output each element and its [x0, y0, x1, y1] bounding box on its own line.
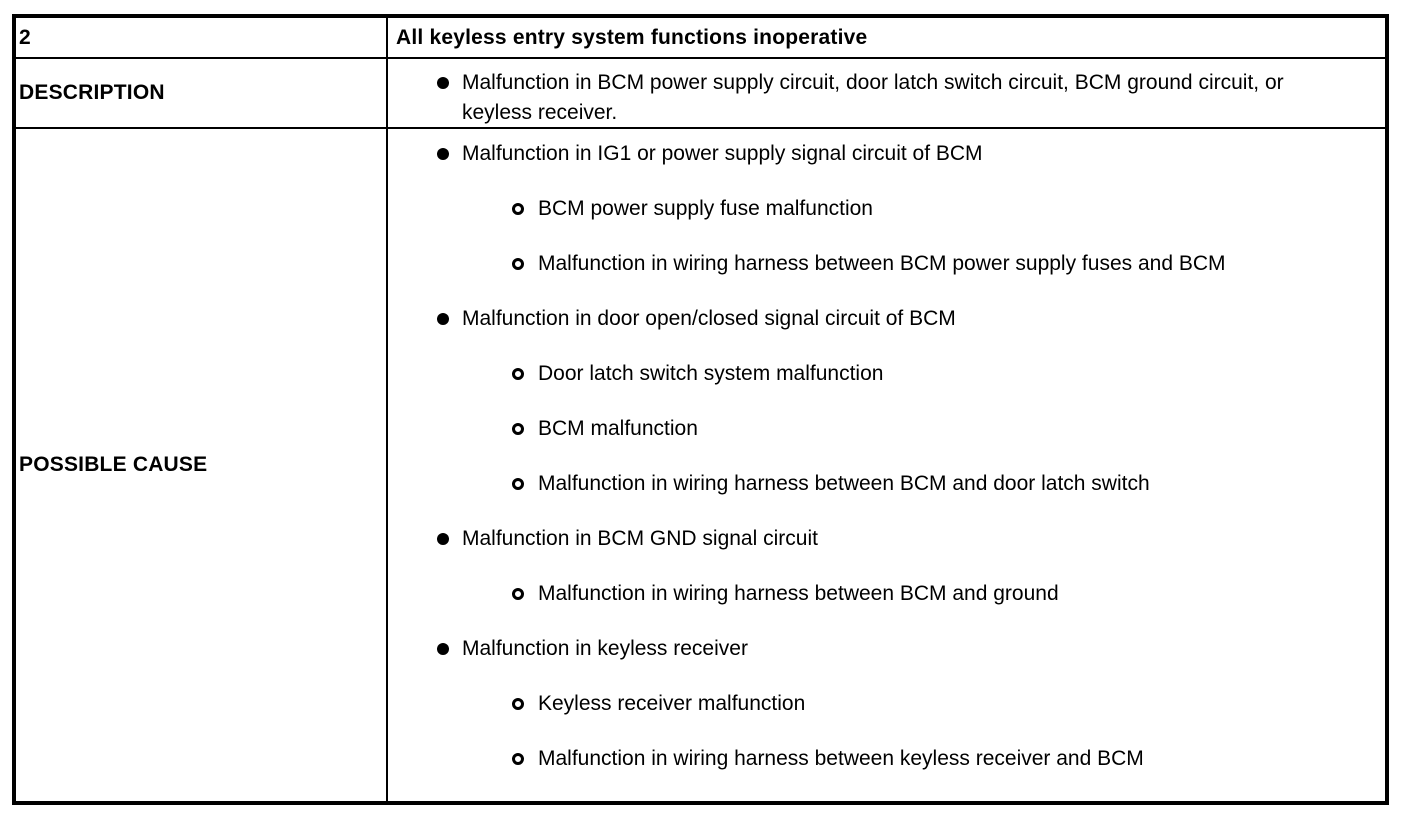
cause-subitem	[388, 469, 1385, 499]
symptom-title-cell	[388, 18, 1385, 59]
cause-subitem-text: Malfunction in wiring harness between BCM power supply fuses and BCM	[538, 252, 1226, 275]
description-item	[388, 68, 1385, 128]
description-content-cell	[388, 59, 1385, 129]
cause-subitem-text: Malfunction in wiring harness between keyless receiver and BCM	[538, 747, 1144, 770]
symptom-number-cell	[16, 18, 388, 59]
description-item-text: Malfunction in BCM power supply circuit, door latch switch circuit, BCM ground circuit, or keyless receiver.	[462, 71, 1284, 124]
cause-subitem	[388, 414, 1385, 444]
circle-bullet-icon	[512, 423, 524, 435]
cause-subitem	[388, 249, 1385, 279]
cause-subitem	[388, 744, 1385, 774]
cause-subitem-text: Malfunction in wiring harness between BCM and door latch switch	[538, 472, 1150, 495]
cause-item	[388, 634, 1385, 664]
circle-bullet-icon	[512, 478, 524, 490]
cause-item-text: Malfunction in IG1 or power supply signal circuit of BCM	[462, 142, 983, 165]
cause-subitem	[388, 359, 1385, 389]
possible-cause-content-cell	[388, 129, 1385, 801]
cause-item	[388, 524, 1385, 554]
possible-cause-header-cell	[16, 129, 388, 801]
cause-subitem	[388, 194, 1385, 224]
circle-bullet-icon	[512, 588, 524, 600]
symptom-title: All keyless entry system functions inoperative	[396, 25, 868, 49]
cause-subitem-text: Door latch switch system malfunction	[538, 362, 884, 385]
circle-bullet-icon	[512, 258, 524, 270]
cause-item-text: Malfunction in keyless receiver	[462, 637, 748, 660]
cause-subitem	[388, 579, 1385, 609]
disc-bullet-icon	[437, 533, 449, 545]
circle-bullet-icon	[512, 753, 524, 765]
disc-bullet-icon	[437, 148, 449, 160]
disc-bullet-icon	[437, 643, 449, 655]
description-header-cell	[16, 59, 388, 129]
possible-cause-header: POSSIBLE CAUSE	[19, 453, 208, 476]
diagnostic-symptom-table	[12, 14, 1389, 805]
cause-subitem	[388, 689, 1385, 719]
cause-item	[388, 304, 1385, 334]
cause-subitem-text: Malfunction in wiring harness between BCM and ground	[538, 582, 1059, 605]
disc-bullet-icon	[437, 313, 449, 325]
cause-item-text: Malfunction in door open/closed signal circuit of BCM	[462, 307, 956, 330]
symptom-number: 2	[19, 25, 31, 49]
cause-subitem-text: BCM malfunction	[538, 417, 698, 440]
description-header: DESCRIPTION	[19, 81, 165, 104]
circle-bullet-icon	[512, 368, 524, 380]
circle-bullet-icon	[512, 203, 524, 215]
cause-subitem-text: Keyless receiver malfunction	[538, 692, 806, 715]
cause-subitem-text: BCM power supply fuse malfunction	[538, 197, 873, 220]
cause-item-text: Malfunction in BCM GND signal circuit	[462, 527, 818, 550]
disc-bullet-icon	[437, 77, 449, 89]
cause-item	[388, 139, 1385, 169]
circle-bullet-icon	[512, 698, 524, 710]
